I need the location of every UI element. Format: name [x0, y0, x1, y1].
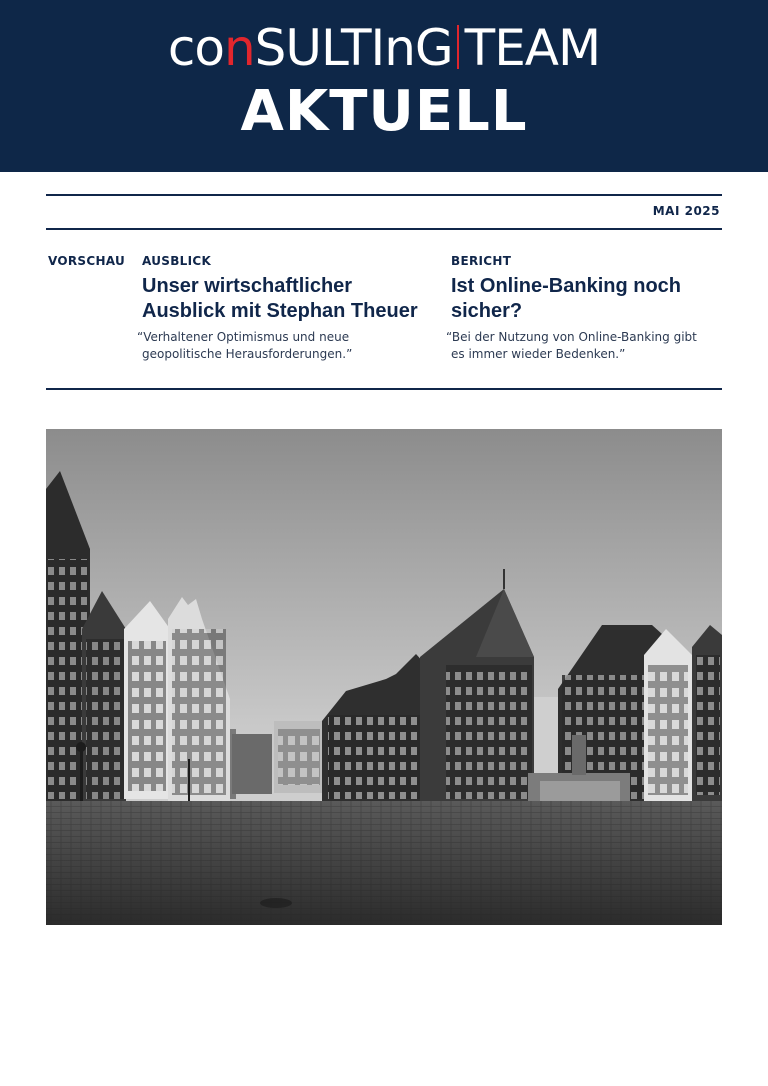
preview-label: VORSCHAU — [48, 254, 126, 268]
article-1-headline[interactable]: Unser wirtschaftlicher Ausblick mit Stephan Theuer — [142, 275, 418, 322]
date-divider — [46, 228, 722, 230]
magazine-title: AKTUELL — [240, 79, 528, 144]
preview-divider — [46, 388, 722, 390]
brand-separator — [457, 25, 459, 69]
article-1-kicker: AUSBLICK — [142, 254, 212, 268]
old-town-market-square-photo — [46, 429, 722, 925]
top-divider — [46, 194, 722, 196]
brand-logo: conSULTInG TEAM — [167, 19, 601, 77]
article-2-headline[interactable]: Ist Online-Banking noch sicher? — [451, 275, 682, 322]
masthead — [0, 0, 768, 172]
article-2-teaser: “Bei der Nutzung von Online-Banking gibt es immer wieder Bedenken.” — [446, 330, 697, 361]
brand-logo-highlight: n — [223, 19, 255, 77]
article-1-teaser: “Verhaltener Optimismus und neue geopolitische Herausforderungen.” — [137, 330, 353, 361]
article-2-kicker: BERICHT — [451, 254, 512, 268]
issue-date: MAI 2025 — [652, 204, 720, 218]
cover-photo — [46, 429, 722, 925]
